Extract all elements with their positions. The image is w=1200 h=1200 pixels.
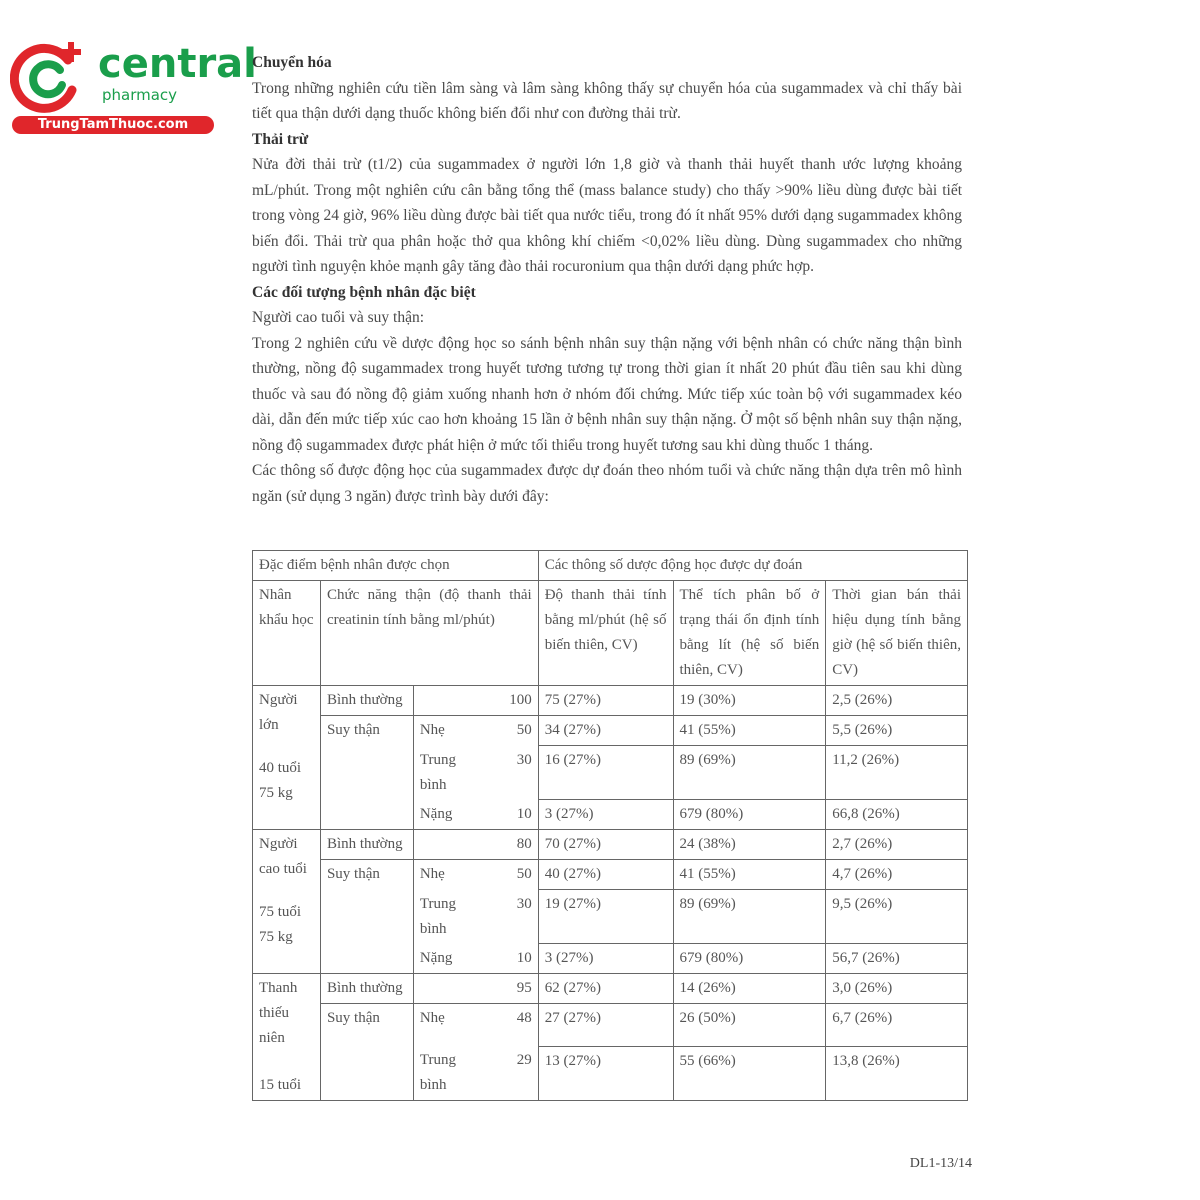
group-adult-label: Người lớn xyxy=(259,692,298,733)
central-pharmacy-logo-icon xyxy=(10,38,90,118)
table-cell: 2,7 (26%) xyxy=(826,830,968,860)
table-cell: Nặng xyxy=(413,944,475,974)
table-cell: 30 xyxy=(475,890,538,944)
table-cell: 9,5 (26%) xyxy=(826,890,968,944)
table-cell: Nhẹ xyxy=(413,860,475,890)
group-teen-age: 15 tuổi xyxy=(259,1077,302,1093)
table-cell: Trung bình xyxy=(413,746,475,800)
pharmacokinetics-table xyxy=(252,550,968,1101)
table-cell: 19 (27%) xyxy=(538,890,673,944)
table-cell: 3 (27%) xyxy=(538,944,673,974)
table-cell: 80 xyxy=(475,830,538,860)
table-cell: 10 xyxy=(475,800,538,830)
group-teen-cell xyxy=(253,974,321,1101)
group-elderly-cell xyxy=(253,830,321,974)
table-cell: 11,2 (26%) xyxy=(826,746,968,800)
table-cell xyxy=(413,974,475,1004)
table-cell: 13 (27%) xyxy=(538,1046,673,1101)
brand-sub: pharmacy xyxy=(102,86,178,104)
table-cell: 5,5 (26%) xyxy=(826,716,968,746)
table-cell: 30 xyxy=(475,746,538,800)
table-cell: Nặng xyxy=(413,800,475,830)
table-cell: 56,7 (26%) xyxy=(826,944,968,974)
table-cell: 41 (55%) xyxy=(673,860,826,890)
table-cell: 89 (69%) xyxy=(673,746,826,800)
table-column-header-row xyxy=(253,581,968,686)
table-group-header-row xyxy=(253,551,968,581)
group-elderly-age: 75 tuổi xyxy=(259,904,302,920)
table-cell: 2,5 (26%) xyxy=(826,686,968,716)
table-cell: 16 (27%) xyxy=(538,746,673,800)
table-cell: Bình thường xyxy=(320,974,413,1004)
table-cell: 679 (80%) xyxy=(673,944,826,974)
special-populations-subheading: Người cao tuổi và suy thận: xyxy=(252,309,424,326)
table-cell: 62 (27%) xyxy=(538,974,673,1004)
table-cell: 4,7 (26%) xyxy=(826,860,968,890)
col-header-renal-function: Chức năng thận (độ thanh thải creatinin tính bằng ml/phút) xyxy=(320,581,538,686)
table-cell: 13,8 (26%) xyxy=(826,1046,968,1101)
table-cell: 14 (26%) xyxy=(673,974,826,1004)
col-header-clearance: Độ thanh thải tính bằng ml/phút (hệ số biến thiên, CV) xyxy=(538,581,673,686)
table-cell: 19 (30%) xyxy=(673,686,826,716)
table-cell: Suy thận xyxy=(320,860,413,974)
group-adult-age: 40 tuổi xyxy=(259,760,302,776)
table-cell xyxy=(413,686,475,716)
col-header-demographics: Nhân khẩu học xyxy=(253,581,321,686)
table-cell: 48 xyxy=(475,1004,538,1047)
table-cell: 95 xyxy=(475,974,538,1004)
table-cell: 66,8 (26%) xyxy=(826,800,968,830)
table-cell: Suy thận xyxy=(320,716,413,830)
brand-name: central xyxy=(98,41,257,87)
table-cell: 34 (27%) xyxy=(538,716,673,746)
table-row xyxy=(253,716,968,746)
table-row xyxy=(253,974,968,1004)
table-cell: 50 xyxy=(475,860,538,890)
table-cell: Suy thận xyxy=(320,1004,413,1101)
table-cell: 75 (27%) xyxy=(538,686,673,716)
group-elderly-weight: 75 kg xyxy=(259,929,293,945)
table-cell: 55 (66%) xyxy=(673,1046,826,1101)
col-header-volume: Thể tích phân bố ở trạng thái ổn định tính bằng lít (hệ số biến thiên, CV) xyxy=(673,581,826,686)
special-populations-paragraph-1: Trong 2 nghiên cứu về dược động học so sánh bệnh nhân suy thận nặng với bệnh nhân có chức năng thận bình thường, nồng độ sugammadex trong huyết tương tương tự trong thời gian ít nhất 20 phút đầu tiên sau khi dùng thuốc và sau đó nồng độ giảm xuống nhanh hơn ở nhóm đối chứng. Mức tiếp xúc toàn bộ với sugammadex kéo dài, dẫn đến mức tiếp xúc cao hơn khoảng 15 lần ở bệnh nhân suy thận nặng. Ở một số bệnh nhân suy thận nặng, nồng độ sugammadex được phát hiện ở mức tối thiểu trong huyết tương sau khi dùng thuốc 1 tháng. xyxy=(252,334,962,454)
metabolism-paragraph: Trong những nghiên cứu tiền lâm sàng và lâm sàng không thấy sự chuyển hóa của sugammadex và chỉ thấy bài tiết qua thận dưới dạng thuốc không biến đổi như con đường thải trừ. xyxy=(252,79,962,122)
table-cell: 70 (27%) xyxy=(538,830,673,860)
table-group1-header: Đặc điểm bệnh nhân được chọn xyxy=(253,551,539,581)
elimination-heading: Thải trừ xyxy=(252,130,309,148)
table-row xyxy=(253,1004,968,1047)
group-adult-cell xyxy=(253,686,321,830)
group-adult-weight: 75 kg xyxy=(259,785,293,801)
brand-site: TrungTamThuoc.com xyxy=(12,116,214,134)
table-group2-header: Các thông số dược động học được dự đoán xyxy=(538,551,967,581)
table-cell: 24 (38%) xyxy=(673,830,826,860)
special-populations-heading: Các đối tượng bệnh nhân đặc biệt xyxy=(252,283,476,301)
table-cell: 3,0 (26%) xyxy=(826,974,968,1004)
metabolism-heading: Chuyển hóa xyxy=(252,54,332,71)
table-cell: 679 (80%) xyxy=(673,800,826,830)
table-row xyxy=(253,686,968,716)
table-cell: 40 (27%) xyxy=(538,860,673,890)
table-cell: Nhẹ xyxy=(413,1004,475,1047)
table-cell: Bình thường xyxy=(320,830,413,860)
table-cell: 27 (27%) xyxy=(538,1004,673,1047)
table-cell: 89 (69%) xyxy=(673,890,826,944)
document-body xyxy=(252,50,962,509)
elimination-paragraph: Nửa đời thải trừ (t1/2) của sugammadex ở người lớn 1,8 giờ và thanh thải huyết thanh ước lượng khoảng mL/phút. Trong một nghiên cứu cân bằng tổng thể (mass balance study) cho thấy >90% liều dùng được bài tiết trong vòng 24 giờ, 96% liều dùng được bài tiết qua nước tiểu, trong đó ít nhất 95% dưới dạng sugammadex không biến đổi. Thải trừ qua phân hoặc thở qua không khí chiếm <0,02% liều dùng. Dùng sugammadex cho những người tình nguyện khỏe mạnh gây tăng đào thải rocuronium qua thận dưới dạng phức hợp. xyxy=(252,156,962,275)
col-header-half-life: Thời gian bán thải hiệu dụng tính bằng giờ (hệ số biến thiên, CV) xyxy=(826,581,968,686)
special-populations-paragraph-2: Các thông số được động học của sugammadex được dự đoán theo nhóm tuổi và chức năng thận dựa trên mô hình ngăn (sử dụng 3 ngăn) được trình bày dưới đây: xyxy=(252,462,962,505)
brand-logo xyxy=(10,38,257,138)
group-elderly-label: Người cao tuổi xyxy=(259,836,307,877)
table-cell: 41 (55%) xyxy=(673,716,826,746)
group-teen-label: Thanh thiếu niên xyxy=(259,980,298,1046)
table-cell: 6,7 (26%) xyxy=(826,1004,968,1047)
table-cell: 26 (50%) xyxy=(673,1004,826,1047)
table-cell: Bình thường xyxy=(320,686,413,716)
table-cell: 3 (27%) xyxy=(538,800,673,830)
table-row xyxy=(253,860,968,890)
table-cell: 100 xyxy=(475,686,538,716)
table-cell: Nhẹ xyxy=(413,716,475,746)
table-cell xyxy=(413,830,475,860)
table-cell: Trung bình xyxy=(413,1046,475,1101)
table-cell: 29 xyxy=(475,1046,538,1101)
table-row xyxy=(253,830,968,860)
table-cell: 10 xyxy=(475,944,538,974)
page-footer-code: DL1-13/14 xyxy=(909,1156,972,1171)
table-cell: Trung bình xyxy=(413,890,475,944)
table-cell: 50 xyxy=(475,716,538,746)
